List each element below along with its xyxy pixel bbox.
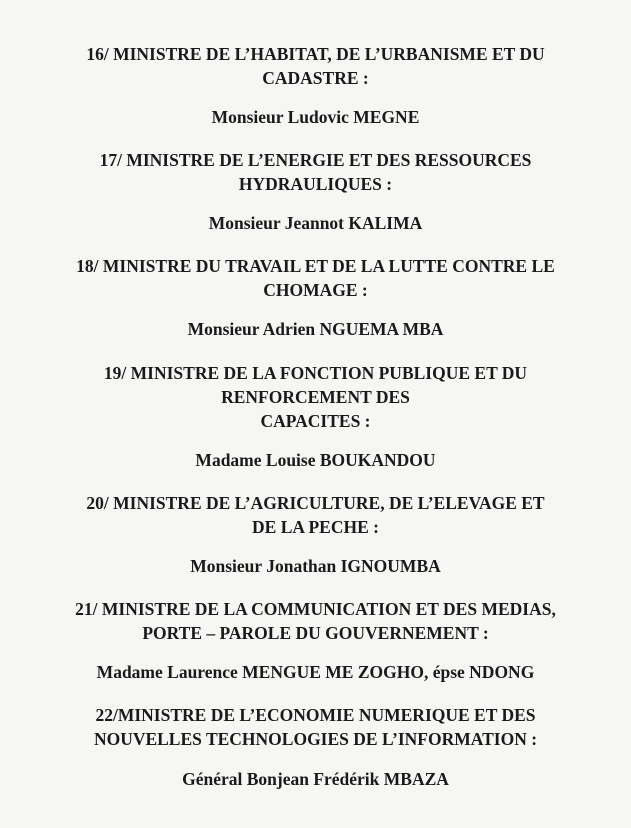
minister-title: 22/MINISTRE DE L’ECONOMIE NUMERIQUE ET DES	[95, 705, 536, 725]
minister-name: Monsieur Jonathan IGNOUMBA	[190, 556, 441, 576]
minister-title: 16/ MINISTRE DE L’HABITAT, DE L’URBANISME ET DU	[86, 44, 545, 64]
minister-title: RENFORCEMENT DES	[221, 387, 410, 407]
minister-title: 21/ MINISTRE DE LA COMMUNICATION ET DES MEDIAS,	[75, 599, 556, 619]
minister-name: Général Bonjean Frédérik MBAZA	[182, 769, 449, 789]
minister-title: 17/ MINISTRE DE L’ENERGIE ET DES RESSOURCES	[99, 150, 532, 170]
minister-title: DE LA PECHE :	[252, 517, 379, 537]
minister-title: 19/ MINISTRE DE LA FONCTION PUBLIQUE ET DU	[103, 363, 528, 383]
minister-title: 20/ MINISTRE DE L’AGRICULTURE, DE L’ELEVAGE ET	[86, 493, 545, 513]
minister-title: CAPACITES :	[260, 411, 371, 431]
minister-title: PORTE – PAROLE DU GOUVERNEMENT :	[142, 623, 489, 643]
minister-name: Monsieur Adrien NGUEMA MBA	[187, 319, 444, 339]
minister-title: 18/ MINISTRE DU TRAVAIL ET DE LA LUTTE CONTRE LE	[76, 256, 555, 276]
minister-title: HYDRAULIQUES :	[238, 174, 393, 194]
minister-title: CADASTRE :	[262, 68, 369, 88]
minister-title: NOUVELLES TECHNOLOGIES DE L’INFORMATION :	[93, 729, 538, 749]
minister-name: Monsieur Ludovic MEGNE	[211, 107, 420, 127]
minister-name: Monsieur Jeannot KALIMA	[208, 213, 423, 233]
minister-name: Madame Louise BOUKANDOU	[195, 450, 436, 470]
minister-name: Madame Laurence MENGUE ME ZOGHO, épse NDONG	[96, 662, 535, 682]
minister-title: CHOMAGE :	[263, 280, 368, 300]
